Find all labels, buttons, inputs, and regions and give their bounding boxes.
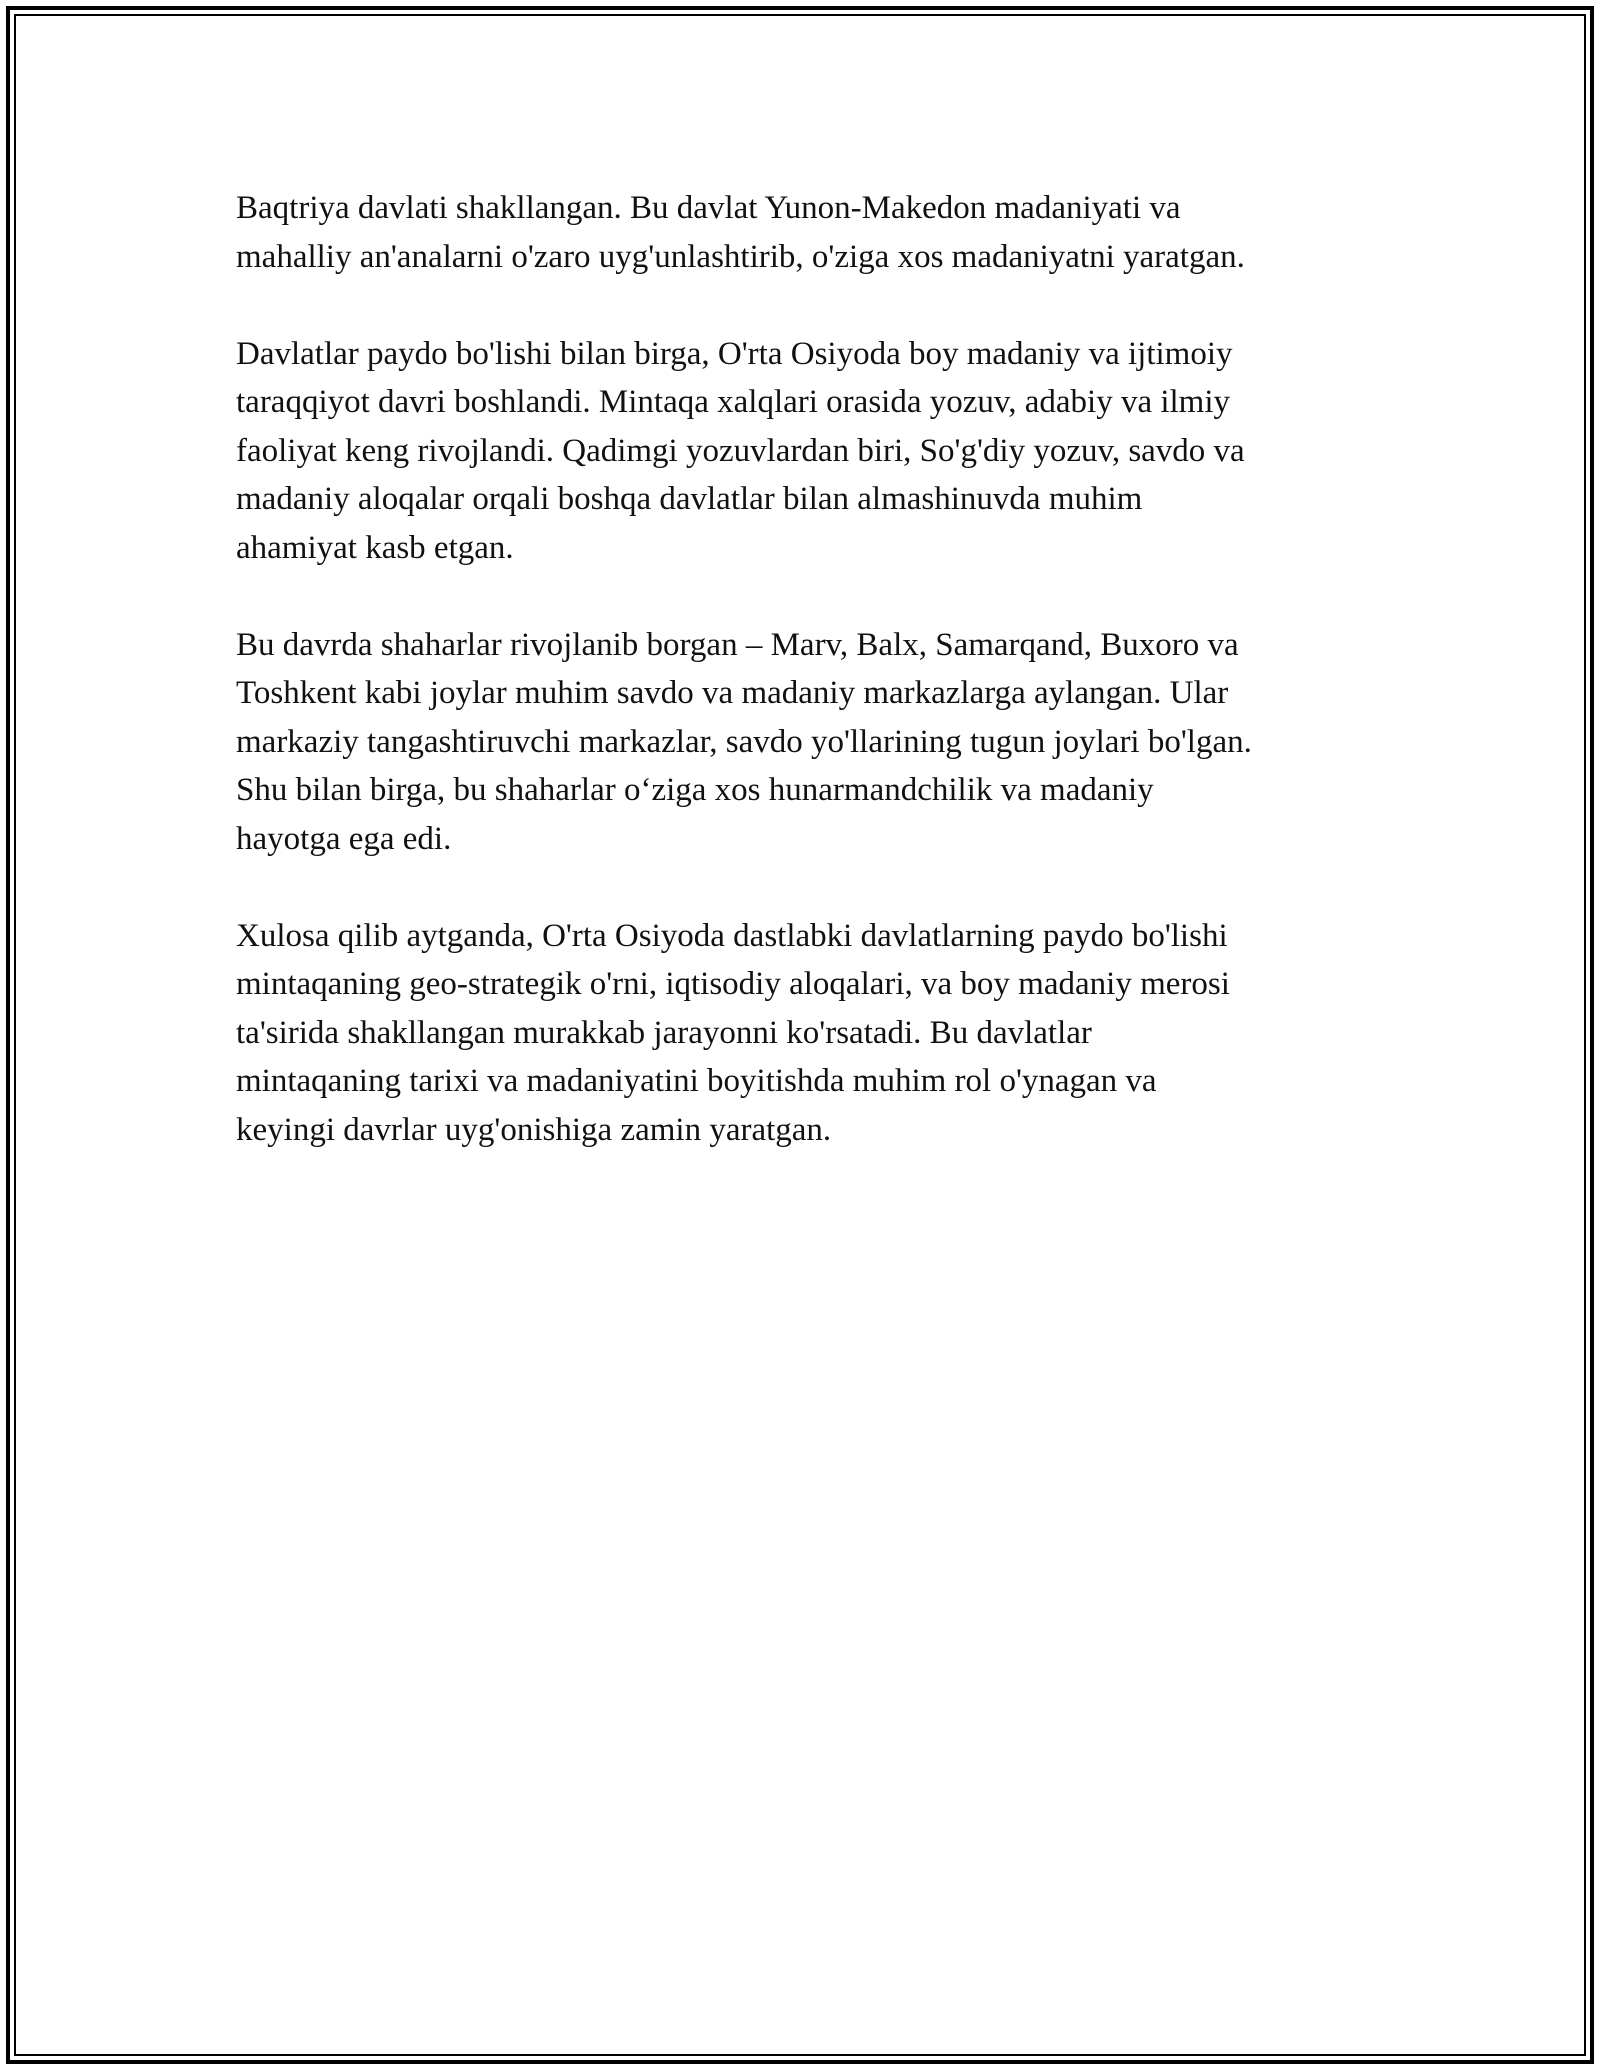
- paragraph-cities: Bu davrda shaharlar rivojlanib borgan – Marv, Balx, Samarqand, Buxoro va Toshkent kabi joylar muhim savdo va madaniy markazlarga aylangan. Ular markaziy tangashtiruvchi markazlar, savdo yo'llarining tugun joylari bo'lgan. Shu bilan birga, bu shaharlar o‘ziga xos hunarmandchilik va madaniy hayotga ega edi.: [236, 626, 1252, 857]
- document-body: [236, 184, 1376, 1203]
- paragraph-culture: Davlatlar paydo bo'lishi bilan birga, O'rta Osiyoda boy madaniy va ijtimoiy taraqqiyot davri boshlandi. Mintaqa xalqlari orasida yozuv, adabiy va ilmiy faoliyat keng rivojlandi. Qadimgi yozuvlardan biri, So'g'diy yozuv, savdo va madaniy aloqalar orqali boshqa davlatlar bilan almashinuvda muhim ahamiyat kasb etgan.: [236, 335, 1245, 566]
- paragraph-baqtriya: Baqtriya davlati shakllangan. Bu davlat Yunon-Makedon madaniyati va mahalliy an'analarni o'zaro uyg'unlashtirib, o'ziga xos madaniyatni yaratgan.: [236, 190, 1245, 275]
- paragraph-conclusion: Xulosa qilib aytganda, O'rta Osiyoda dastlabki davlatlarning paydo bo'lishi mintaqaning geo-strategik o'rni, iqtisodiy aloqalari, va boy madaniy merosi ta'sirida shakllangan murakkab jarayonni ko'rsatadi. Bu davlatlar mintaqaning tarixi va madaniyatini boyitishda muhim rol o'ynagan va keyingi davrlar uyg'onishiga zamin yaratgan.: [236, 917, 1230, 1148]
